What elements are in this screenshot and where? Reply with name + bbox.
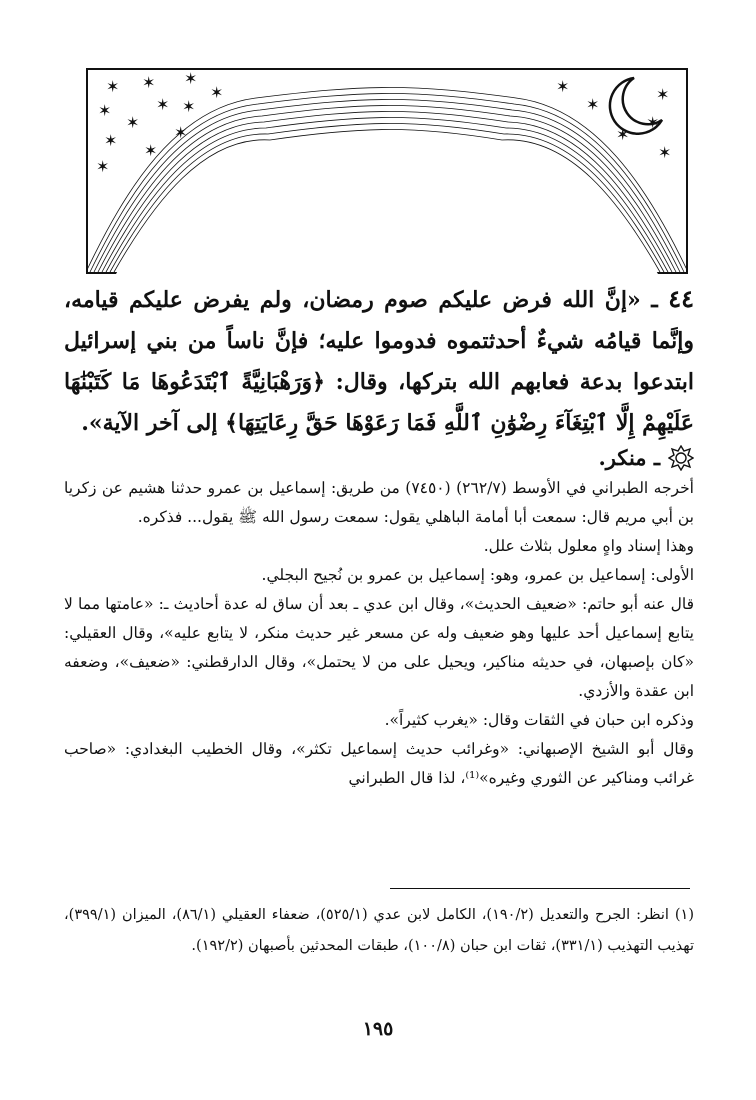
svg-text:✶: ✶ xyxy=(104,131,118,150)
svg-text:✶: ✶ xyxy=(556,77,570,96)
svg-text:✶: ✶ xyxy=(616,125,630,144)
flower-ornament-icon xyxy=(668,445,694,471)
verdict-line xyxy=(64,442,694,474)
svg-text:✶: ✶ xyxy=(182,97,196,116)
svg-text:✶: ✶ xyxy=(586,95,600,114)
svg-text:✶: ✶ xyxy=(656,85,670,104)
commentary-paragraph: وهذا إسناد واهٍ معلول بثلاث علل. xyxy=(483,537,694,555)
hadith-block xyxy=(64,278,694,444)
page-number: ١٩٥ xyxy=(362,1018,394,1040)
footnote xyxy=(64,900,694,962)
commentary-paragraph: أخرجه الطبراني في الأوسط (٢٦٢/٧) (٧٤٥٠) من طريق: إسماعيل بن عمرو حدثنا هشيم عن زكريا بن أبي مريم قال: سمعت أبا أمامة الباهلي يقول: سمعت رسول الله ﷺ يقول... فذكره. xyxy=(64,479,694,526)
svg-text:✶: ✶ xyxy=(184,69,198,88)
svg-text:✶: ✶ xyxy=(156,95,170,114)
svg-text:✶: ✶ xyxy=(98,101,112,120)
commentary xyxy=(64,474,694,793)
commentary-paragraph: قال عنه أبو حاتم: «ضعيف الحديث»، وقال ابن عدي ـ بعد أن ساق له عدة أحاديث ـ: «عامتها مما لا يتابع إسماعيل أحد عليها وهو ضعيف وله عن مسعر غير حديث منكر، لا يتابع عليه»، وقال العقيلي: «كان بإصبهان، في حديثه مناكير، ويحيل على من لا يحتمل»، وقال الدارقطني: «ضعيف»، وضعفه ابن عقدة والأزدي. xyxy=(64,595,694,700)
verdict-label: ـ منكر. xyxy=(598,445,660,470)
svg-text:✶: ✶ xyxy=(658,143,672,162)
svg-text:✶: ✶ xyxy=(142,73,156,92)
commentary-paragraph: الأولى: إسماعيل بن عمرو، وهو: إسماعيل بن عمرو بن نُجيح البجلي. xyxy=(261,566,694,584)
footnote-text: انظر: الجرح والتعديل (١٩٠/٢)، الكامل لابن عدي (٥٢٥/١)، ضعفاء العقيلي (٨٦/١)، الميزان (٣٩٩/١)، تهذيب التهذيب (٣٣١/١)، ثقات ابن حبان (١٠٠/٨)، طبقات المحدثين بأصبهان (١٩٢/٢). xyxy=(64,907,694,954)
svg-text:✶: ✶ xyxy=(126,113,140,132)
hadith-text: «إنَّ الله فرض عليكم صوم رمضان، ولم يفرض عليكم قيامه، وإنَّما قيامُه شيءٌ أحدثتموه فدوموا عليه؛ فإنَّ ناساً من بني إسرائيل ابتدعوا بدعة فعابهم الله بتركها، وقال: ﴿وَرَهْبَانِيَّةً ٱبْتَدَعُوهَا مَا كَتَبْنَٰهَا عَلَيْهِمْ إِلَّا ٱبْتِغَآءَ رِضْوَٰنِ ٱللَّهِ فَمَا رَعَوْهَا حَقَّ رِعَايَتِهَا﴾ إلى آخر الآية». xyxy=(64,287,694,436)
svg-text:✶: ✶ xyxy=(106,77,120,96)
svg-text:✶: ✶ xyxy=(210,83,224,102)
svg-text:✶: ✶ xyxy=(144,141,158,160)
commentary-paragraph: وذكره ابن حبان في الثقات وقال: «يغرب كثيراً». xyxy=(384,711,694,729)
hadith-number: ٤٤ xyxy=(668,284,694,313)
hadith-dash: ـ xyxy=(651,287,658,313)
arch-white-fill xyxy=(116,134,658,275)
footnote-marker: (١) xyxy=(674,907,694,923)
footnote-separator xyxy=(390,888,690,889)
commentary-paragraph: وقال أبو الشيخ الإصبهاني: «وغرائب حديث إسماعيل تكثر»، وقال الخطيب البغدادي: «صاحب غرائب ومناكير عن الثوري وغيره»⁽¹⁾، لذا قال الطبراني xyxy=(64,740,694,787)
svg-text:✶: ✶ xyxy=(96,157,110,176)
decorative-header-frame xyxy=(86,68,688,274)
svg-text:✶: ✶ xyxy=(646,113,660,132)
svg-text:✶: ✶ xyxy=(174,123,188,142)
